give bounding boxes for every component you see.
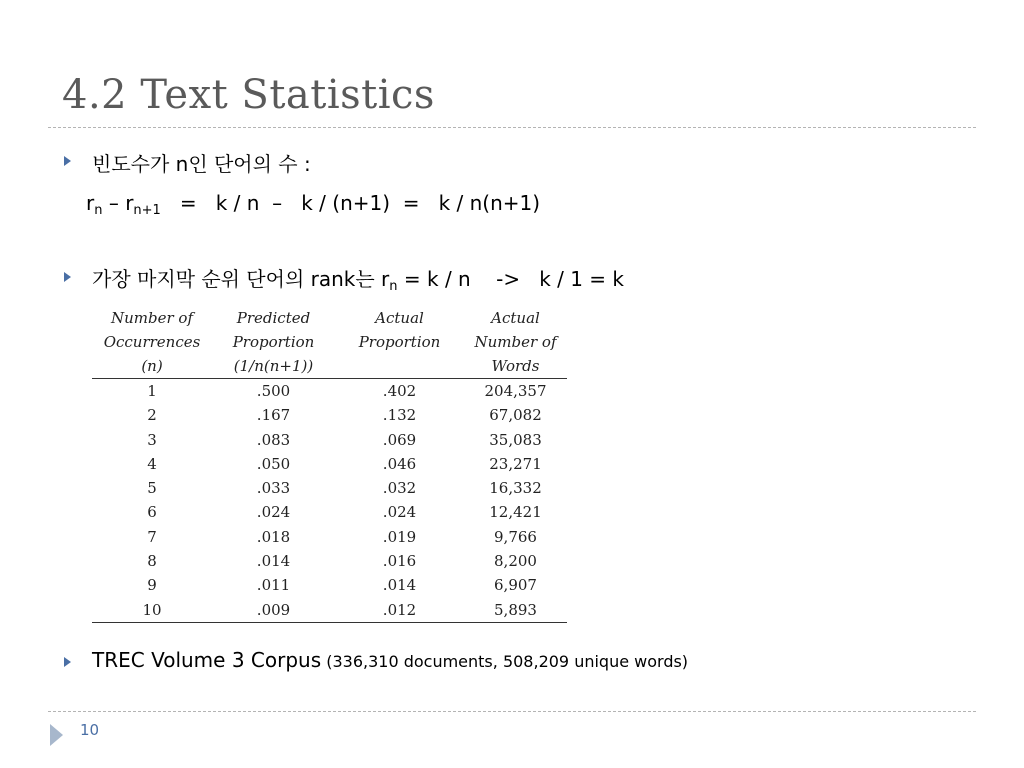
cell-actual: .032	[382, 479, 417, 498]
cell-n: 8	[147, 552, 157, 571]
header-line: Actual	[491, 309, 540, 327]
cell-n: 10	[92, 598, 212, 623]
slide-marker-icon	[50, 724, 63, 746]
bullet-arrow-icon	[64, 272, 71, 282]
table-header-row	[92, 306, 567, 379]
cell-actual: .069	[382, 430, 417, 449]
corpus-detail: (336,310 documents, 508,209 unique words)	[321, 652, 689, 671]
cell-words: 23,271	[489, 454, 542, 473]
cell-actual: .402	[382, 382, 417, 400]
header-actual-words	[464, 306, 567, 379]
corpus-name: TREC Volume 3 Corpus	[92, 648, 322, 672]
title-divider	[48, 127, 976, 128]
cell-predicted: .024	[256, 503, 291, 522]
cell-n: 7	[147, 527, 157, 546]
cell-words: 35,083	[489, 430, 542, 449]
table-row	[92, 379, 567, 404]
bullet-2-part2: = k / n -> k / 1 = k	[397, 267, 625, 291]
header-line: Occurrences	[103, 333, 201, 351]
cell-actual: .012	[335, 598, 464, 623]
word-frequency-table	[92, 306, 567, 623]
header-line: Words	[491, 357, 540, 375]
cell-actual: .024	[382, 503, 417, 522]
bullet-2-sub: n	[389, 279, 398, 294]
cell-words: 16,332	[489, 479, 542, 498]
header-predicted	[212, 306, 335, 379]
cell-actual: .046	[382, 454, 417, 473]
bullet-2-text	[92, 263, 624, 294]
formula-dash: – r	[102, 191, 134, 215]
slide-title: 4.2 Text Statistics	[62, 72, 435, 118]
page-number: 10	[80, 721, 100, 739]
footer-divider	[48, 711, 976, 712]
cell-words: 8,200	[494, 552, 537, 571]
cell-n: 1	[147, 382, 157, 400]
bullet-arrow-icon	[64, 657, 71, 667]
cell-actual: .014	[382, 576, 417, 595]
cell-n: 2	[147, 406, 157, 425]
header-line: Predicted	[236, 309, 311, 327]
cell-predicted: .500	[256, 382, 291, 400]
header-line	[339, 354, 460, 378]
cell-actual: .016	[382, 552, 417, 571]
header-line: Number of	[474, 333, 557, 351]
cell-words: 67,082	[489, 406, 542, 425]
table-row	[92, 428, 567, 452]
cell-words: 12,421	[489, 503, 542, 522]
table-row	[92, 598, 567, 623]
header-actual-proportion	[335, 306, 464, 379]
cell-n: 5	[147, 479, 157, 498]
table-row	[92, 549, 567, 573]
cell-predicted: .167	[256, 406, 291, 425]
formula-line	[86, 191, 540, 218]
table-row	[92, 573, 567, 597]
header-line: Number of	[110, 309, 193, 327]
header-line: Proportion	[358, 333, 441, 351]
bullet-3-text	[92, 648, 688, 672]
header-occurrences	[92, 306, 212, 379]
table-row	[92, 403, 567, 427]
bullet-1-text: 빈도수가 n인 단어의 수 :	[92, 152, 311, 176]
cell-actual: .132	[382, 406, 417, 425]
table-row	[92, 476, 567, 500]
formula-rest: = k / n – k / (n+1) = k / n(n+1)	[160, 191, 541, 215]
header-line: (n)	[141, 357, 163, 375]
header-line: Actual	[375, 309, 424, 327]
cell-actual: .019	[382, 527, 417, 546]
cell-predicted: .050	[256, 454, 291, 473]
cell-predicted: .083	[256, 430, 291, 449]
cell-predicted: .033	[256, 479, 291, 498]
header-line: Proportion	[232, 333, 315, 351]
cell-n: 4	[147, 454, 157, 473]
cell-n: 6	[147, 503, 157, 522]
bullet-arrow-icon	[64, 156, 71, 166]
table-row	[92, 525, 567, 549]
cell-predicted: .009	[212, 598, 335, 623]
table-row	[92, 452, 567, 476]
cell-words: 9,766	[494, 527, 537, 546]
cell-words: 5,893	[464, 598, 567, 623]
cell-predicted: .018	[256, 527, 291, 546]
cell-words: 6,907	[494, 576, 537, 595]
cell-predicted: .011	[256, 576, 291, 595]
cell-n: 3	[147, 430, 157, 449]
cell-predicted: .014	[256, 552, 291, 571]
bullet-2-part1: 가장 마지막 순위 단어의 rank는 r	[92, 267, 390, 291]
header-line: (1/n(n+1))	[233, 357, 314, 375]
formula-sub-n: n	[94, 203, 103, 218]
formula-r: r	[86, 191, 95, 215]
table-row	[92, 500, 567, 524]
cell-words: 204,357	[484, 382, 547, 400]
cell-n: 9	[147, 576, 157, 595]
formula-sub-n1: n+1	[133, 203, 161, 218]
